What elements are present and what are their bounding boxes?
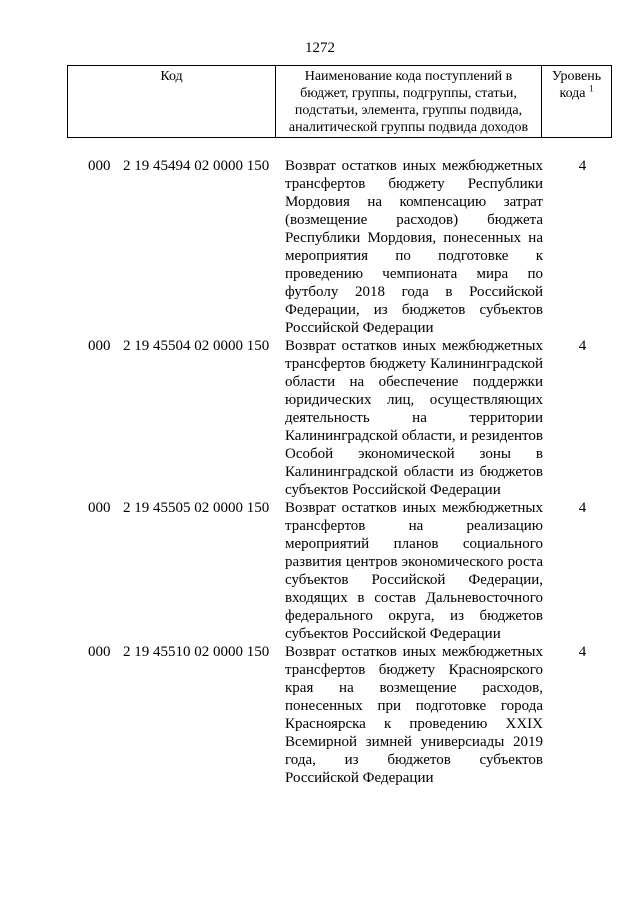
row-prefix: 000 xyxy=(88,644,111,660)
row-name-line: Калининградской области из бюджетов xyxy=(285,464,543,480)
header-name-line: Наименование кода поступлений в xyxy=(304,69,513,84)
row-name-line: входящих в состав Дальневосточного xyxy=(285,590,543,606)
row-level: 4 xyxy=(578,338,587,354)
table-row xyxy=(67,643,612,787)
row-name-line: Особой экономической зоны в xyxy=(285,446,543,462)
row-name-line: мероприятия по подготовке к xyxy=(285,248,543,264)
row-name-line: субъектов Российской Федерации, xyxy=(285,572,543,588)
row-level: 4 xyxy=(578,500,587,516)
row-name xyxy=(285,499,543,643)
table-header xyxy=(67,65,612,138)
row-name-line: Федерации, из бюджетов субъектов xyxy=(285,302,543,318)
row-name-line: (возмещение расходов) бюджета xyxy=(285,212,543,228)
header-level-line2 xyxy=(542,85,611,102)
row-name-line: понесенных при подготовке города xyxy=(285,698,543,714)
table-row xyxy=(67,157,612,337)
row-name-line: субъектов Российской Федерации xyxy=(285,482,501,498)
row-prefix: 000 xyxy=(88,500,111,516)
row-name-line: трансфертов на реализацию xyxy=(285,518,543,534)
row-name-line: трансфертов бюджету Красноярского xyxy=(285,662,543,678)
row-code: 2 19 45504 02 0000 150 xyxy=(123,338,270,354)
row-name xyxy=(285,337,543,499)
header-name-line: бюджет, группы, подгруппы, статьи, xyxy=(300,86,517,101)
header-name-line: подстатьи, элемента, группы подвида, xyxy=(294,103,523,118)
row-name-line: Красноярска к проведению XXIX xyxy=(285,716,543,732)
row-name-line: Республики Мордовия, понесенных на xyxy=(285,230,543,246)
row-prefix: 000 xyxy=(88,338,111,354)
row-level: 4 xyxy=(578,644,587,660)
header-level-label: Уровень xyxy=(551,69,602,84)
row-name-line: федерального округа, из бюджетов xyxy=(285,608,543,624)
row-name-line: трансфертов бюджету Калининградской xyxy=(285,356,543,372)
table-body xyxy=(67,157,612,787)
row-name-line: трансфертов бюджету Республики xyxy=(285,176,543,192)
row-name-line: Российской Федерации xyxy=(285,770,434,786)
row-name xyxy=(285,643,543,787)
row-name-line: мероприятий планов социального xyxy=(285,536,543,552)
row-name-line: деятельность на территории xyxy=(285,410,543,426)
row-name-line: Российской Федерации xyxy=(285,320,434,336)
row-level: 4 xyxy=(578,158,587,174)
header-code: Код xyxy=(68,66,276,137)
row-name-line: Всемирной зимней универсиады 2019 xyxy=(285,734,543,750)
table-row xyxy=(67,337,612,499)
row-name-line: края на возмещение расходов, xyxy=(285,680,543,696)
row-name xyxy=(285,157,543,337)
row-name-line: Возврат остатков иных межбюджетных xyxy=(285,500,543,516)
row-prefix: 000 xyxy=(88,158,111,174)
row-name-line: года, из бюджетов субъектов xyxy=(285,752,543,768)
row-name-line: футболу 2018 года в Российской xyxy=(285,284,543,300)
row-code: 2 19 45505 02 0000 150 xyxy=(123,500,270,516)
row-code: 2 19 45494 02 0000 150 xyxy=(123,158,270,174)
row-name-line: Калининградской области, и резидентов xyxy=(285,428,543,444)
row-name-line: субъектов Российской Федерации xyxy=(285,626,501,642)
row-name-line: области на обеспечение поддержки xyxy=(285,374,543,390)
row-name-line: юридических лиц, осуществляющих xyxy=(285,392,543,408)
table-row xyxy=(67,499,612,643)
header-level-kod: кода xyxy=(559,86,586,101)
row-name-line: Возврат остатков иных межбюджетных xyxy=(285,338,543,354)
row-name-line: Возврат остатков иных межбюджетных xyxy=(285,644,543,660)
footnote-marker: 1 xyxy=(589,83,594,94)
header-name xyxy=(276,66,542,137)
row-name-line: Мордовия на компенсацию затрат xyxy=(285,194,543,210)
row-name-line: проведению чемпионата мира по xyxy=(285,266,543,282)
header-name-line: аналитической группы подвида доходов xyxy=(288,120,529,135)
row-name-line: развития центров экономического роста xyxy=(285,554,543,570)
row-name-line: Возврат остатков иных межбюджетных xyxy=(285,158,543,174)
header-level xyxy=(542,66,611,137)
row-code: 2 19 45510 02 0000 150 xyxy=(123,644,270,660)
page-number: 1272 xyxy=(305,40,335,56)
